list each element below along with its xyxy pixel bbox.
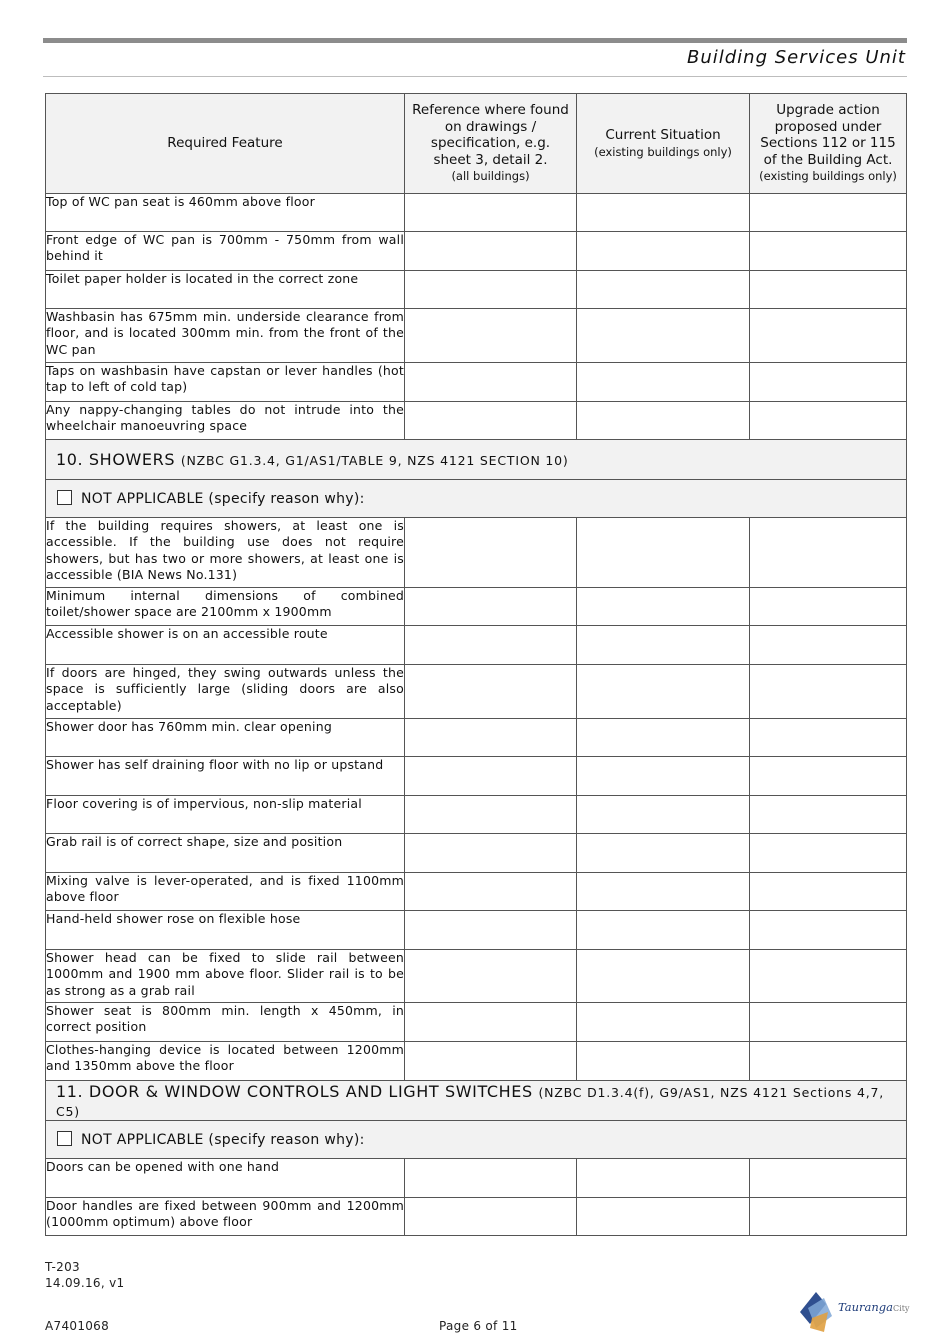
not-applicable-checkbox[interactable]: [57, 490, 72, 505]
upgrade-cell[interactable]: [750, 588, 907, 626]
current-cell[interactable]: [577, 665, 750, 719]
reference-cell[interactable]: [405, 665, 577, 719]
table-header-row: [46, 94, 907, 194]
current-cell[interactable]: [577, 626, 750, 665]
not-applicable-label: NOT APPLICABLE (specify reason why):: [81, 1132, 365, 1148]
reference-cell[interactable]: [405, 232, 577, 271]
current-cell[interactable]: [577, 271, 750, 309]
reference-cell[interactable]: [405, 757, 577, 796]
current-cell[interactable]: [577, 402, 750, 440]
form-code: T-203: [45, 1260, 80, 1274]
table-row: [46, 402, 907, 440]
header-divider: [43, 76, 907, 77]
upgrade-cell[interactable]: [750, 232, 907, 271]
form-version: 14.09.16, v1: [45, 1276, 125, 1290]
section-reference: (NZBC G1.3.4, G1/AS1/TABLE 9, NZS 4121 SECTION 10): [180, 453, 569, 468]
current-cell[interactable]: [577, 1159, 750, 1198]
upgrade-cell[interactable]: [750, 796, 907, 834]
reference-cell[interactable]: [405, 271, 577, 309]
upgrade-cell[interactable]: [750, 834, 907, 873]
reference-cell[interactable]: [405, 1003, 577, 1042]
feature-cell: Hand-held shower rose on flexible hose: [46, 911, 405, 950]
feature-cell: Shower seat is 800mm min. length x 450mm, in correct position: [46, 1003, 405, 1042]
reference-cell[interactable]: [405, 834, 577, 873]
unit-title: Building Services Unit: [686, 47, 906, 68]
table-row: [46, 873, 907, 911]
section-heading-door-window-controls: [46, 1081, 907, 1121]
section-reference: (NZBC D1.3.4(f), G9/AS1, NZS 4121 Sections 4,7, C5): [56, 1084, 885, 1119]
reference-cell[interactable]: [405, 626, 577, 665]
table-row: [46, 232, 907, 271]
reference-cell[interactable]: [405, 873, 577, 911]
current-cell[interactable]: [577, 1198, 750, 1236]
feature-cell: Floor covering is of impervious, non-slip material: [46, 796, 405, 834]
section-heading-showers: [46, 440, 907, 480]
table-row: [46, 1042, 907, 1081]
current-cell[interactable]: [577, 588, 750, 626]
upgrade-cell[interactable]: [750, 363, 907, 402]
table-row: [46, 834, 907, 873]
feature-cell: Door handles are fixed between 900mm and 1200mm (1000mm optimum) above floor: [46, 1198, 405, 1236]
section-title: 10. SHOWERS: [56, 450, 176, 469]
upgrade-cell[interactable]: [750, 1159, 907, 1198]
upgrade-cell[interactable]: [750, 1042, 907, 1081]
reference-cell[interactable]: [405, 719, 577, 757]
table-row: [46, 665, 907, 719]
upgrade-cell[interactable]: [750, 626, 907, 665]
current-cell[interactable]: [577, 950, 750, 1003]
reference-cell[interactable]: [405, 309, 577, 363]
table-row: [46, 1198, 907, 1236]
upgrade-cell[interactable]: [750, 402, 907, 440]
table-row: [46, 796, 907, 834]
page-number: Page 6 of 11: [439, 1319, 518, 1333]
table-row: [46, 757, 907, 796]
reference-cell[interactable]: [405, 1159, 577, 1198]
upgrade-cell[interactable]: [750, 665, 907, 719]
upgrade-cell[interactable]: [750, 194, 907, 232]
table-row: [46, 518, 907, 588]
document-id: A7401068: [45, 1319, 110, 1333]
current-cell[interactable]: [577, 363, 750, 402]
current-cell[interactable]: [577, 1003, 750, 1042]
feature-cell: Shower door has 760mm min. clear opening: [46, 719, 405, 757]
feature-cell: Doors can be opened with one hand: [46, 1159, 405, 1198]
not-applicable-row: [46, 1121, 907, 1159]
reference-cell[interactable]: [405, 194, 577, 232]
feature-cell: Accessible shower is on an accessible route: [46, 626, 405, 665]
upgrade-cell[interactable]: [750, 309, 907, 363]
not-applicable-label: NOT APPLICABLE (specify reason why):: [81, 491, 365, 507]
reference-cell[interactable]: [405, 1198, 577, 1236]
current-cell[interactable]: [577, 873, 750, 911]
current-cell[interactable]: [577, 911, 750, 950]
feature-cell: Minimum internal dimensions of combined toilet/shower space are 2100mm x 1900mm: [46, 588, 405, 626]
reference-cell[interactable]: [405, 1042, 577, 1081]
table-row: [46, 194, 907, 232]
feature-cell: Grab rail is of correct shape, size and position: [46, 834, 405, 873]
header-reference: Reference where found on drawings / specification, e.g. sheet 3, detail 2. (all buildings): [405, 94, 577, 194]
feature-cell: Shower head can be fixed to slide rail between 1000mm and 1900 mm above floor. Slider rail is to be as strong as a grab rail: [46, 950, 405, 1003]
table-row: [46, 911, 907, 950]
top-rule: [43, 38, 907, 43]
table-row: [46, 1159, 907, 1198]
table-row: [46, 950, 907, 1003]
feature-cell: Top of WC pan seat is 460mm above floor: [46, 194, 405, 232]
current-cell[interactable]: [577, 834, 750, 873]
upgrade-cell[interactable]: [750, 911, 907, 950]
upgrade-cell[interactable]: [750, 719, 907, 757]
current-cell[interactable]: [577, 796, 750, 834]
table-row: [46, 588, 907, 626]
table-row: [46, 1003, 907, 1042]
reference-cell[interactable]: [405, 363, 577, 402]
feature-cell: Toilet paper holder is located in the correct zone: [46, 271, 405, 309]
table-row: [46, 719, 907, 757]
section-title: 11. DOOR & WINDOW CONTROLS AND LIGHT SWITCHES: [56, 1081, 533, 1101]
reference-cell[interactable]: [405, 911, 577, 950]
feature-cell: If doors are hinged, they swing outwards unless the space is sufficiently large (sliding doors are also acceptable): [46, 665, 405, 719]
upgrade-cell[interactable]: [750, 757, 907, 796]
header-current-situation: Current Situation (existing buildings only): [577, 94, 750, 194]
feature-cell: Washbasin has 675mm min. underside clearance from floor, and is located 300mm min. from the front of the WC pan: [46, 309, 405, 363]
current-cell[interactable]: [577, 309, 750, 363]
reference-cell[interactable]: [405, 518, 577, 588]
reference-cell[interactable]: [405, 796, 577, 834]
current-cell[interactable]: [577, 232, 750, 271]
current-cell[interactable]: [577, 1042, 750, 1081]
table-row: [46, 363, 907, 402]
reference-cell[interactable]: [405, 950, 577, 1003]
current-cell[interactable]: [577, 194, 750, 232]
upgrade-cell[interactable]: [750, 271, 907, 309]
upgrade-cell[interactable]: [750, 518, 907, 588]
reference-cell[interactable]: [405, 402, 577, 440]
table-row: [46, 309, 907, 363]
table-row: [46, 271, 907, 309]
upgrade-cell[interactable]: [750, 950, 907, 1003]
feature-cell: If the building requires showers, at least one is accessible. If the building use does not require showers, but has two or more showers, at least one is accessible (BIA News No.131): [46, 518, 405, 588]
current-cell[interactable]: [577, 757, 750, 796]
table-row: [46, 626, 907, 665]
feature-cell: Clothes-hanging device is located between 1200mm and 1350mm above the floor: [46, 1042, 405, 1081]
current-cell[interactable]: [577, 518, 750, 588]
reference-cell[interactable]: [405, 588, 577, 626]
requirements-table: [45, 93, 907, 1236]
upgrade-cell[interactable]: [750, 873, 907, 911]
feature-cell: Shower has self draining floor with no lip or upstand: [46, 757, 405, 796]
not-applicable-checkbox[interactable]: [57, 1131, 72, 1146]
not-applicable-row: [46, 480, 907, 518]
feature-cell: Mixing valve is lever-operated, and is fixed 1100mm above floor: [46, 873, 405, 911]
header-required-feature: Required Feature: [46, 94, 405, 194]
upgrade-cell[interactable]: [750, 1198, 907, 1236]
logo-wordmark: TaurangaCity: [838, 1300, 910, 1314]
feature-cell: Taps on washbasin have capstan or lever handles (hot tap to left of cold tap): [46, 363, 405, 402]
feature-cell: Front edge of WC pan is 700mm - 750mm from wall behind it: [46, 232, 405, 271]
header-upgrade-action: Upgrade action proposed under Sections 112 or 115 of the Building Act. (existing buildings only): [750, 94, 907, 194]
upgrade-cell[interactable]: [750, 1003, 907, 1042]
feature-cell: Any nappy-changing tables do not intrude into the wheelchair manoeuvring space: [46, 402, 405, 440]
current-cell[interactable]: [577, 719, 750, 757]
